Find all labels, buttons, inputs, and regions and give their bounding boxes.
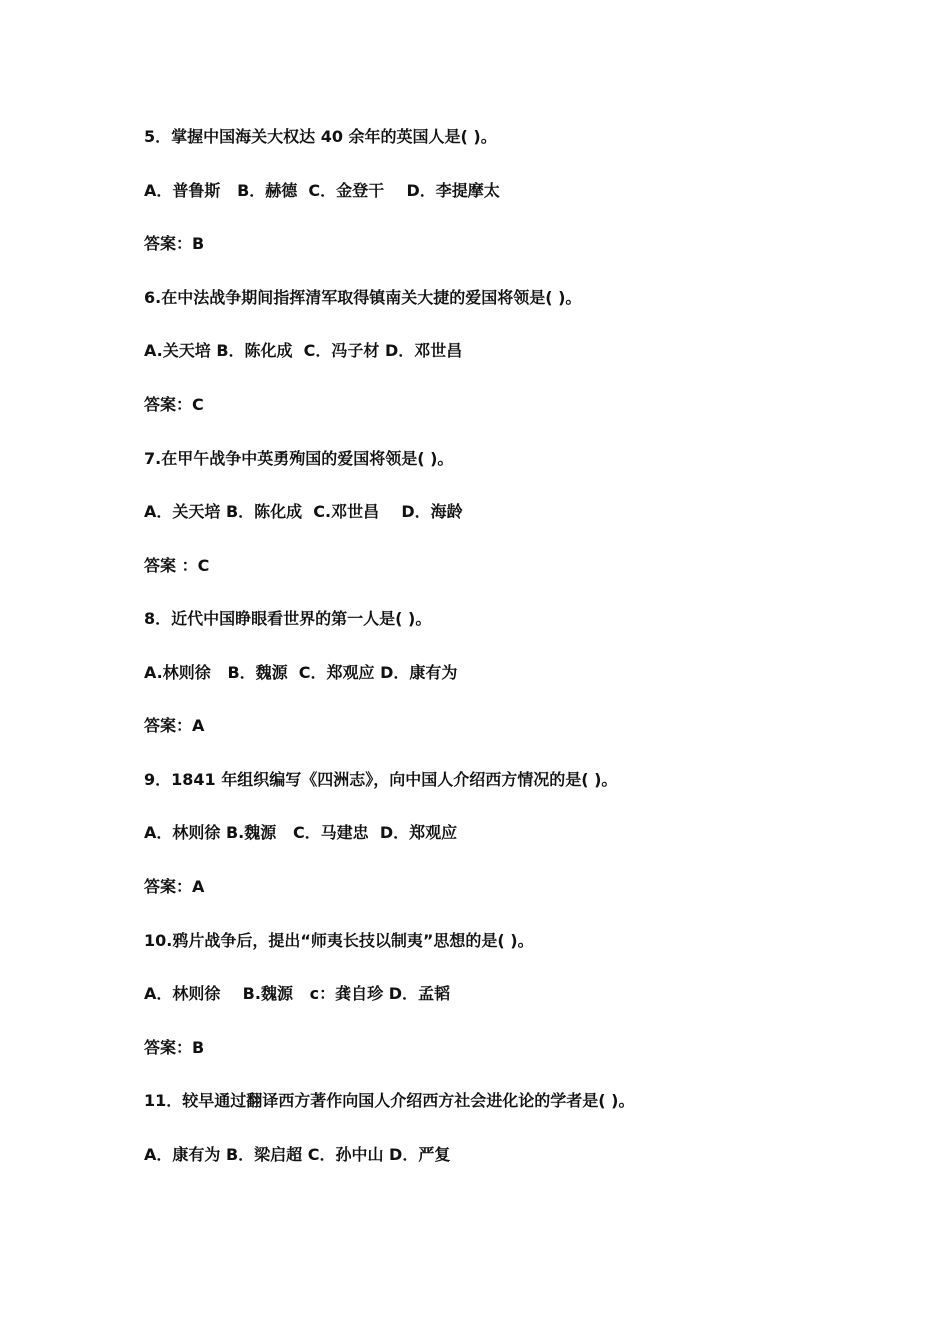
question-6-options: A.关天培 B．陈化成 C．冯子材 D．邓世昌 [144, 341, 463, 360]
question-8-answer: 答案：A [144, 716, 205, 735]
question-11-options: A．康有为 B．梁启超 C．孙中山 D．严复 [144, 1145, 451, 1164]
question-9-answer: 答案：A [144, 877, 205, 896]
question-6-answer: 答案：C [144, 395, 204, 414]
question-10-options: A．林则徐 B.魏源 c：龚自珍 D．孟韬 [144, 984, 450, 1003]
question-7-answer: 答案 ：C [144, 556, 210, 575]
question-9-options: A．林则徐 B.魏源 C．马建忠 D．郑观应 [144, 823, 458, 842]
question-6: 6.在中法战争期间指挥清军取得镇南关大捷的爱国将领是( )。 [144, 288, 582, 307]
question-10-answer: 答案：B [144, 1038, 205, 1057]
question-8-options: A.林则徐 B．魏源 C．郑观应 D．康有为 [144, 663, 458, 682]
question-8: 8．近代中国睁眼看世界的第一人是( )。 [144, 609, 432, 628]
question-7: 7.在甲午战争中英勇殉国的爱国将领是( )。 [144, 449, 454, 468]
question-10: 10.鸦片战争后，提出“师夷长技以制夷”思想的是( )。 [144, 931, 534, 950]
question-9: 9．1841 年组织编写《四洲志》，向中国人介绍西方情况的是( )。 [144, 770, 618, 789]
question-5: 5．掌握中国海关大权达 40 余年的英国人是( )。 [144, 127, 497, 146]
question-11: 11．较早通过翻译西方著作向国人介绍西方社会进化论的学者是( )。 [144, 1091, 635, 1110]
question-7-options: A．关天培 B．陈化成 C.邓世昌 D．海龄 [144, 502, 463, 521]
question-5-answer: 答案：B [144, 234, 205, 253]
question-5-options: A．普鲁斯 B．赫德 C．金登干 D．李提摩太 [144, 181, 500, 200]
